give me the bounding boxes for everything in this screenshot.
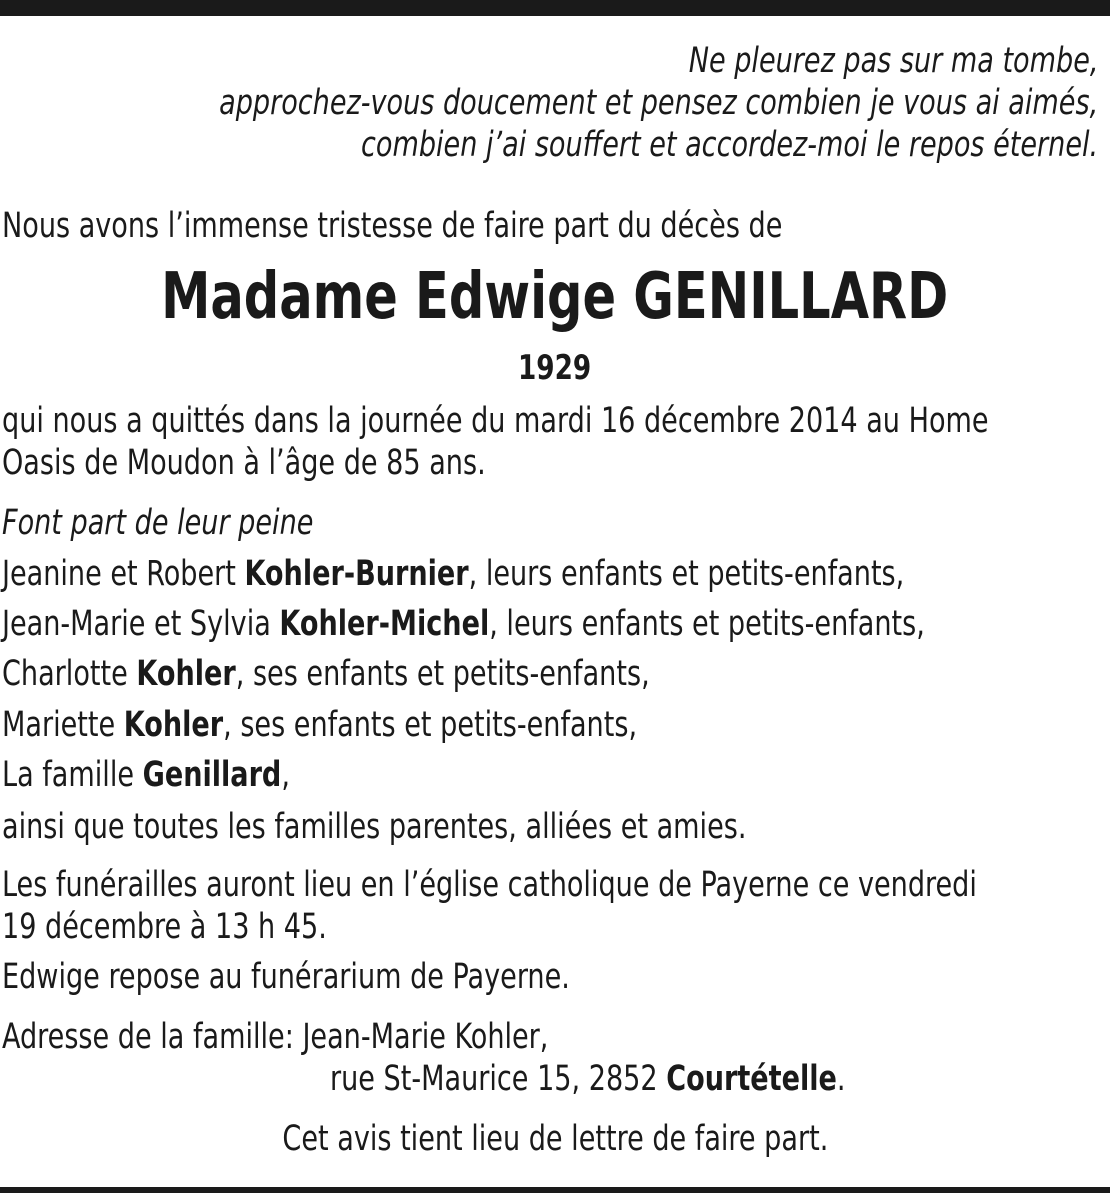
town-name: Courtételle <box>666 1059 837 1099</box>
bottom-rule <box>0 1187 1110 1193</box>
address-line-1: Adresse de la famille: Jean-Marie Kohler, <box>2 1017 549 1057</box>
family-name: Kohler <box>136 654 236 694</box>
mourners-heading: Font part de leur peine <box>2 503 314 543</box>
address-line-2: rue St-Maurice 15, 2852 Courtételle. <box>330 1059 846 1099</box>
family-name: Kohler-Michel <box>279 604 490 644</box>
poem-line-3: combien j’ai souffert et accordez-moi le repos éternel. <box>360 125 1098 165</box>
mourner-line: Mariette Kohler, ses enfants et petits-enfants, <box>2 705 638 745</box>
relatives-text: ainsi que toutes les familles parentes, alliées et amies. <box>2 807 747 847</box>
poem-line-1: Ne pleurez pas sur ma tombe, <box>688 41 1098 81</box>
closing-text: Cet avis tient lieu de lettre de faire part. <box>282 1119 828 1159</box>
repose-text: Edwige repose au funérarium de Payerne. <box>2 957 570 997</box>
deceased-name: Madame Edwige GENILLARD <box>161 260 949 334</box>
mourner-line: Jean-Marie et Sylvia Kohler-Michel, leurs enfants et petits-enfants, <box>2 604 925 644</box>
mourner-line: Charlotte Kohler, ses enfants et petits-enfants, <box>2 654 650 694</box>
family-name: Kohler-Burnier <box>244 554 469 594</box>
birth-year: 1929 <box>518 348 592 388</box>
death-notice-line-2: Oasis de Moudon à l’âge de 85 ans. <box>2 443 486 483</box>
mourner-line: Jeanine et Robert Kohler-Burnier, leurs enfants et petits-enfants, <box>2 554 905 594</box>
family-name: Genillard <box>142 755 282 795</box>
family-name: Kohler <box>123 705 224 745</box>
death-notice-line-1: qui nous a quittés dans la journée du mardi 16 décembre 2014 au Home <box>2 401 989 441</box>
funeral-line-1: Les funérailles auront lieu en l’église catholique de Payerne ce vendredi <box>2 865 977 905</box>
intro-text: Nous avons l’immense tristesse de faire part du décès de <box>2 206 783 246</box>
top-rule <box>0 0 1110 16</box>
funeral-line-2: 19 décembre à 13 h 45. <box>2 907 327 947</box>
mourner-line: La famille Genillard, <box>2 755 290 795</box>
poem-line-2: approchez-vous doucement et pensez combien je vous ai aimés, <box>218 83 1098 123</box>
